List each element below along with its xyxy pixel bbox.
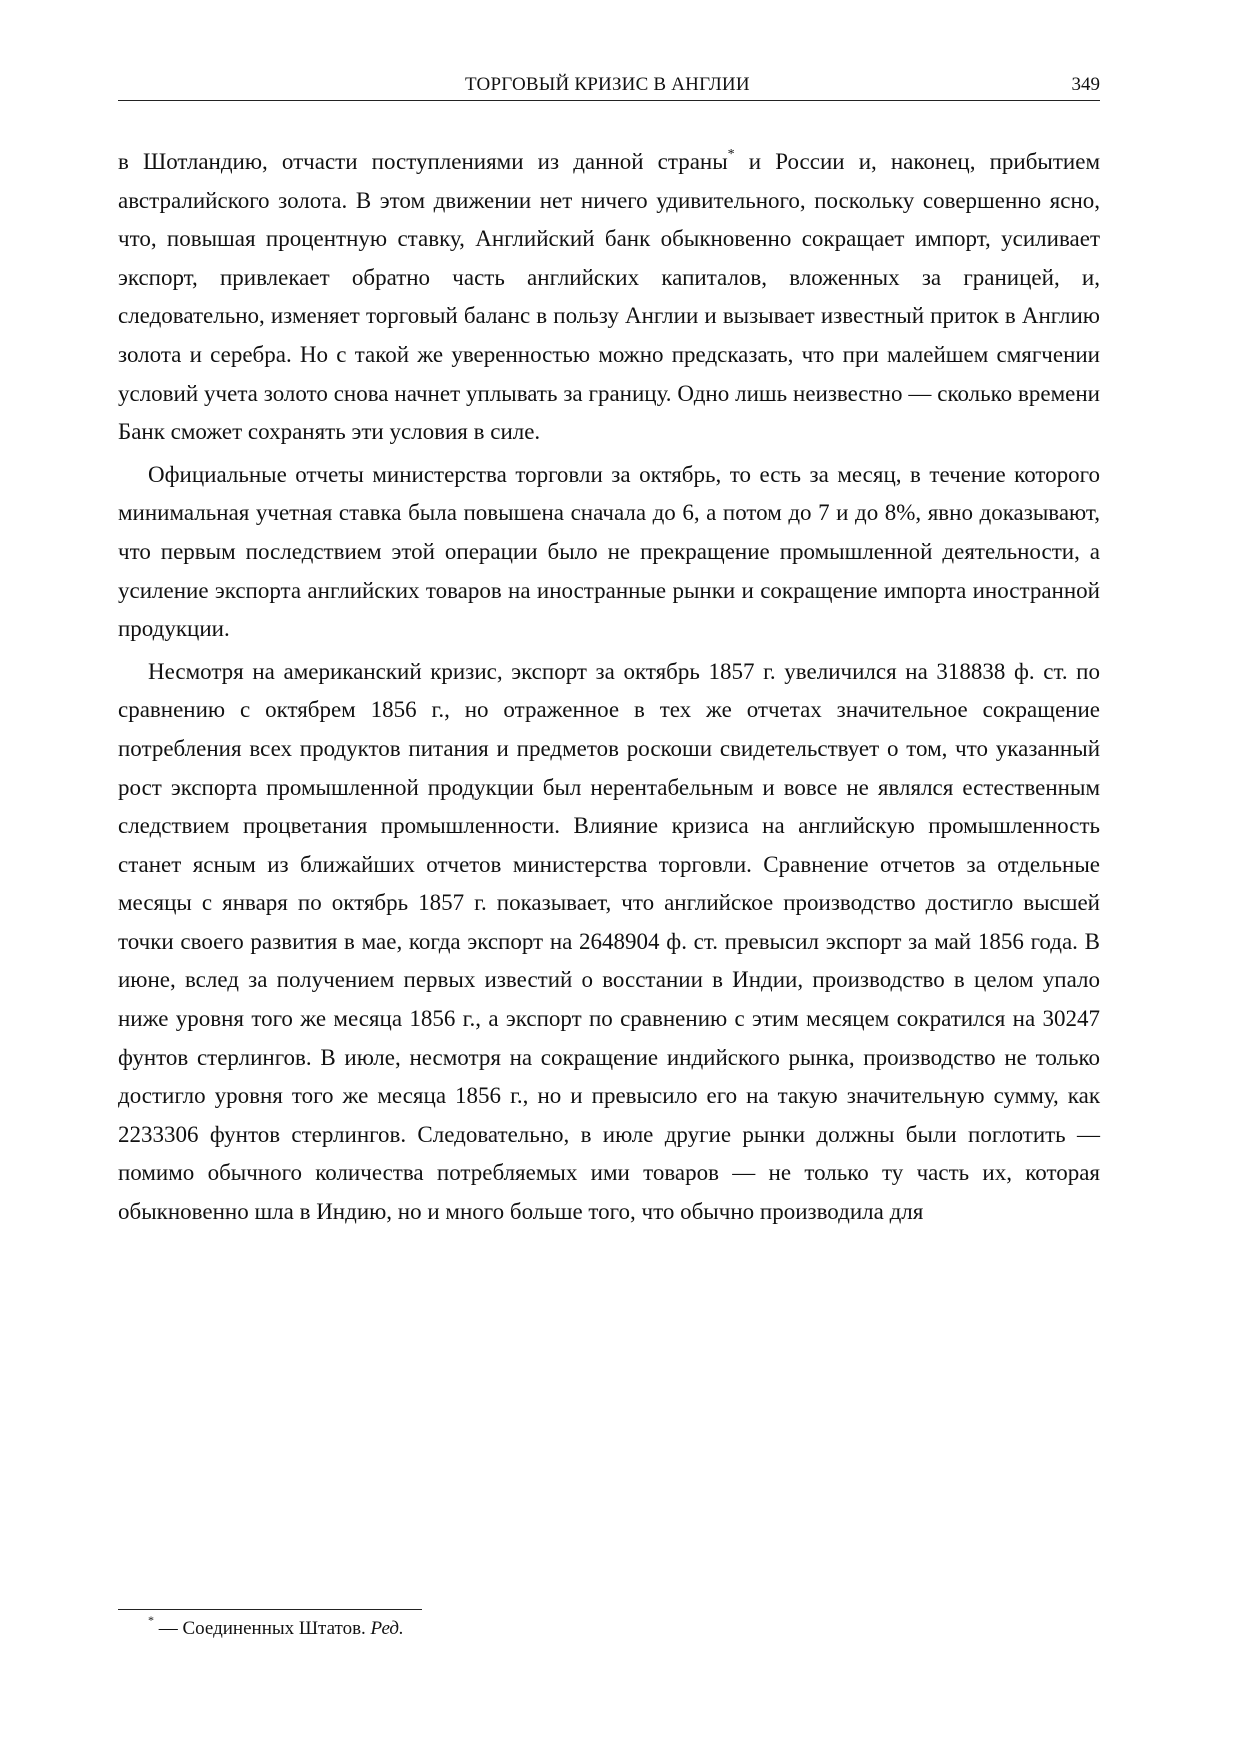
paragraph-1 (118, 143, 1100, 452)
main-text (118, 143, 1100, 1236)
paragraph-2: Официальные отчеты министерства торговли за октябрь, то есть за месяц, в течение которого минимальная учетная ставка была повышена сначала до 6, а потом до 7 и до 8%, явно доказывают, что первым последствием этой операции было не прекращение промышленной деятельности, а усиление экспорта английских товаров на иностранные рынки и сокращение импорта иностранной продукции. (118, 461, 1100, 642)
footnote-editor-mark: Ред. (370, 1618, 404, 1639)
footnote-divider (118, 1609, 422, 1610)
running-title: ТОРГОВЫЙ КРИЗИС В АНГЛИИ (465, 74, 750, 95)
footnote-marker: * (148, 1612, 154, 1627)
footnote-reference: * (727, 147, 735, 163)
footnote-text: — Соединенных Штатов. (154, 1618, 371, 1639)
running-header (118, 74, 1100, 101)
page-number: 349 (1071, 74, 1100, 95)
paragraph-3: Несмотря на американский кризис, экспорт за октябрь 1857 г. увеличился на 318838 ф. ст. по сравнению с октябрем 1856 г., но отраженное в тех же отчетах значительное сокращение потребления всех продуктов питания и предметов роскоши свидетельствует о том, что указанный рост экспорта промышленной продукции был нерентабельным и вовсе не являлся естественным следствием процветания промышленности. Влияние кризиса на английскую промышленность станет ясным из ближайших отчетов министерства торговли. Сравнение отчетов за отдельные месяцы с января по октябрь 1857 г. показывает, что английское производство достигло высшей точки своего развития в мае, когда экспорт на 2648904 ф. ст. превысил экспорт за май 1856 года. В июне, вслед за получением первых известий о восстании в Индии, производство в целом упало ниже уровня того же месяца 1856 г., а экспорт по сравнению с этим месяцем сократился на 30247 фунтов стерлингов. В июле, несмотря на сокращение индийского рынка, производство не только достигло уровня того же месяца 1856 г., но и превысило его на такую значительную сумму, как 2233306 фунтов стерлингов. Следовательно, в июле другие рынки должны были поглотить — помимо обычного количества потребляемых ими товаров — не только ту часть их, которая обыкновенно шла в Индию, но и много больше того, что обычно производила для (118, 658, 1100, 1225)
paragraph-1-start: в Шотландию, отчасти поступлениями из данной страны (118, 149, 728, 174)
footnote (148, 1612, 404, 1640)
paragraph-1-rest: и России и, наконец, прибытием австралийского золота. В этом движении нет ничего удивительного, поскольку совершенно ясно, что, повышая процентную ставку, Английский банк обыкновенно сокращает импорт, усиливает экспорт, привлекает обратно часть английских капиталов, вложенных за границей, и, следовательно, изменяет торговый баланс в пользу Англии и вызывает известный приток в Англию золота и серебра. Но с такой же уверенностью можно предсказать, что при малейшем смягчении условий учета золото снова начнет уплывать за границу. Одно лишь неизвестно — сколько времени Банк сможет сохранять эти условия в силе. (118, 149, 1100, 445)
